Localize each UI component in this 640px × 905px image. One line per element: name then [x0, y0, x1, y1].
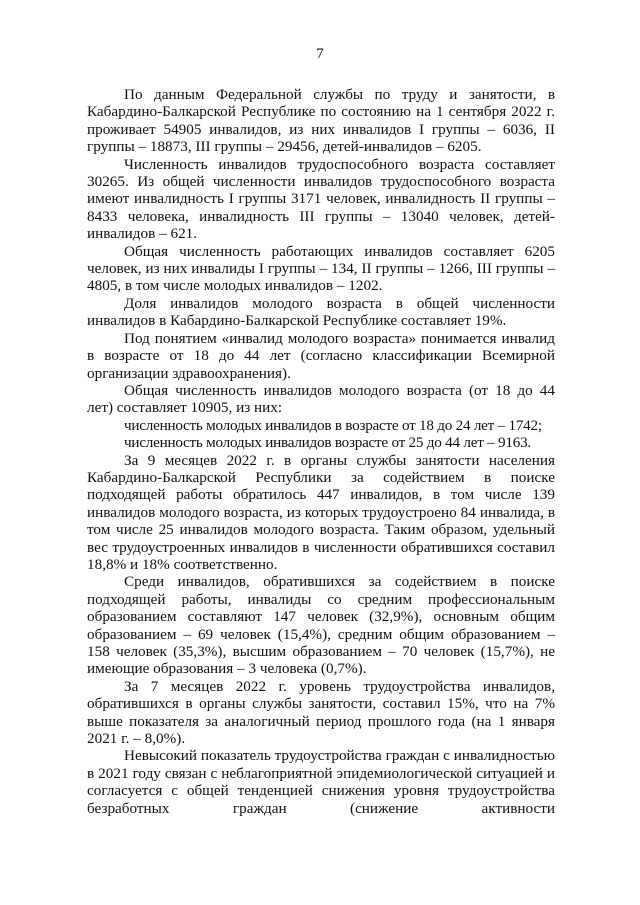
paragraph-employment-service: За 9 месяцев 2022 г. в органы службы занятости населения Кабардино-Балкарской Республики за содействием в поиске подходящей работы обратилось 447 инвалидов, в том числе 139 инвалидов молодого возраста, из которых трудоустроено 84 инвалида, в том числе 25 инвалидов молодого возраста. Таким образом, удельный вес трудоустроенных инвалидов в численности обратившихся составил 18,8% и 18% соответственно. — [87, 451, 555, 573]
paragraph-employed: Общая численность работающих инвалидов составляет 6205 человек, из них инвалиды I группы – 134, II группы – 1266, III группы – 4805, в том числе молодых инвалидов – 1202. — [87, 242, 555, 295]
list-item-18-24: численность молодых инвалидов в возрасте от 18 до 24 лет – 1742; — [124, 416, 542, 434]
list-item-25-44: численность молодых инвалидов возрасте от 25 до 44 лет – 9163. — [124, 434, 531, 452]
page-number: 7 — [316, 46, 324, 62]
paragraph-low-indicator: Невысокий показатель трудоустройства граждан с инвалидностью в 2021 году связан с неблагоприятной эпидемиологической ситуацией и согласуется с общей тенденцией снижения уровня трудоустройства безработных граждан (снижение активности — [87, 747, 555, 817]
paragraph-young-definition: Под понятием «инвалид молодого возраста» понимается инвалид в возрасте от 18 до 44 лет (согласно классификации Всемирной организации здравоохранения). — [87, 329, 555, 382]
paragraph-education: Среди инвалидов, обратившихся за содействием в поиске подходящей работы, инвалиды со средним профессиональным образованием составляют 147 человек (32,9%), основным общим образованием – 69 человек (15,4%), средним общим образованием – 158 человек (35,3%), высшим образованием – 70 человек (15,7%), не имеющие образования – 3 человека (0,7%). — [87, 573, 555, 678]
paragraph-young-total: Общая численность инвалидов молодого возраста (от 18 до 44 лет) составляет 10905, из них: — [87, 381, 555, 417]
paragraph-young-share: Доля инвалидов молодого возраста в общей численности инвалидов в Кабардино-Балкарской Республике составляет 19%. — [87, 294, 555, 330]
paragraph-employment-level: За 7 месяцев 2022 г. уровень трудоустройства инвалидов, обратившихся в органы службы занятости, составил 15%, что на 7% выше показателя за аналогичный период прошлого года (на 1 января 2021 г. – 8,0%). — [87, 677, 555, 748]
paragraph-disabled-totals: По данным Федеральной службы по труду и занятости, в Кабардино-Балкарской Республике по состоянию на 1 сентября 2022 г. проживает 54905 инвалидов, из них инвалидов I группы – 6036, II группы – 18873, III группы – 29456, детей-инвалидов – 6205. — [87, 86, 555, 156]
paragraph-working-age: Численность инвалидов трудоспособного возраста составляет 30265. Из общей численности инвалидов трудоспособного возраста имеют инвалидность I группы 3171 человек, инвалидность II группы –8433 человека, инвалидность III группы – 13040 человек, детей-инвалидов – 621. — [87, 155, 555, 243]
document-body — [87, 86, 555, 817]
